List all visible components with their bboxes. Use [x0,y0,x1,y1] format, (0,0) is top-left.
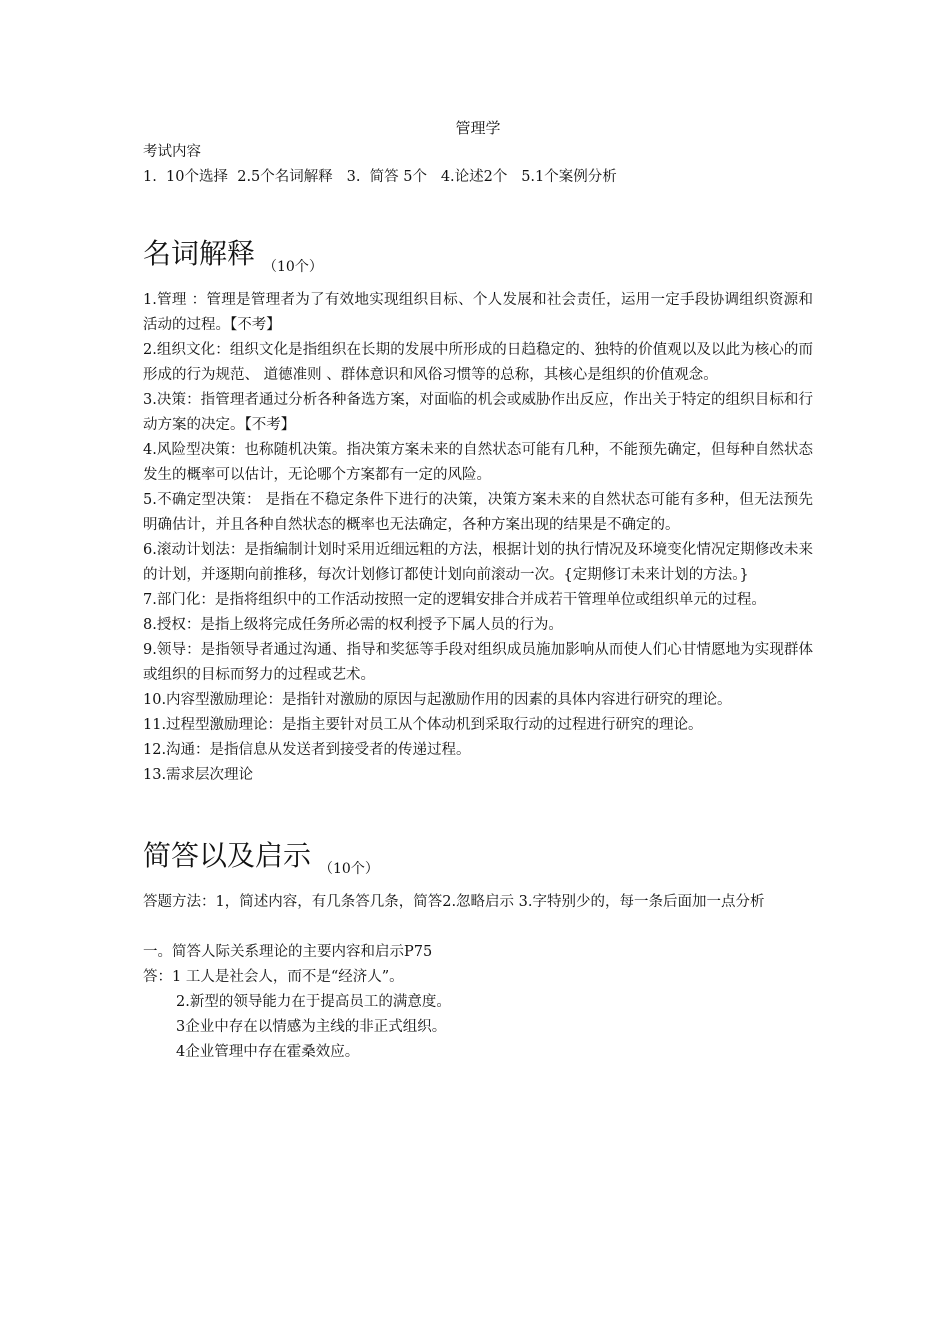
term-item: 4.风险型决策：也称随机决策。指决策方案未来的自然状态可能有几种，不能预先确定，但每种自然状态发生的概率可以估计，无论哪个方案都有一定的风险。 [143,442,813,483]
document-page [143,116,813,1065]
question-1: 一。简答人际关系理论的主要内容和启示P75 [143,944,433,960]
term-item: 2.组织文化：组织文化是指组织在长期的发展中所形成的日趋稳定的、独特的价值观以及以此为核心的而形成的行为规范、 道德准则 、群体意识和风俗习惯等的总称，其核心是组织的价值观念。 [143,342,813,383]
term-item: 8.授权：是指上级将完成任务所必需的权利授予下属人员的行为。 [143,617,563,633]
term-item: 9.领导：是指领导者通过沟通、指导和奖惩等手段对组织成员施加影响从而使人们心甘情愿地为实现群体或组织的目标而努力的过程或艺术。 [143,642,813,683]
term-item: 3.决策：指管理者通过分析各种备选方案，对面临的机会或威胁作出反应，作出关于特定的组织目标和行动方案的决定。【不考】 [143,392,813,433]
short-answer-count: （10个） [319,861,379,877]
answer-lead: 答：1 工人是社会人，而不是“经济人”。 [143,969,404,985]
short-answer-heading [143,836,813,876]
terms-heading-text: 名词解释 [143,237,256,270]
short-answer-heading-text: 简答以及启示 [143,839,312,872]
terms-count: （10个） [263,259,323,275]
answer-line: 4企业管理中存在霍桑效应。 [176,1044,360,1060]
term-item: 7.部门化：是指将组织中的工作活动按照一定的逻辑安排合并成若干管理单位或组织单元的过程。 [143,592,766,608]
term-item: 12.沟通：是指信息从发送者到接受者的传递过程。 [143,742,471,758]
answer-line: 2.新型的领导能力在于提高员工的满意度。 [176,994,451,1010]
answer-method: 答题方法：1，简述内容，有几条答几条，简答2.忽略启示 3.字特别少的，每一条后面加一点分析 [143,894,765,910]
exam-items: 1. 10个选择 2.5个名词解释 3. 简答 5个 4.论述2个 5.1个案例分析 [143,169,617,185]
term-item: 13.需求层次理论 [143,767,254,783]
term-item: 11.过程型激励理论：是指主要针对员工从个体动机到采取行动的过程进行研究的理论。 [143,717,703,733]
term-item: 10.内容型激励理论：是指针对激励的原因与起激励作用的因素的具体内容进行研究的理论。 [143,692,732,708]
terms-list [143,288,813,788]
term-item: 6.滚动计划法：是指编制计划时采用近细远粗的方法，根据计划的执行情况及环境变化情况定期修改未来的计划，并逐期向前推移，每次计划修订都使计划向前滚动一次。{定期修订未来计划的方法。} [143,542,813,583]
document-title: 管理学 [455,119,501,137]
term-item: 5.不确定型决策： 是指在不稳定条件下进行的决策，决策方案未来的自然状态可能有多种，但无法预先明确估计，并且各种自然状态的概率也无法确定，各种方案出现的结果是不确定的。 [143,492,813,533]
exam-label: 考试内容 [143,144,201,160]
answer-line: 3企业中存在以情感为主线的非正式组织。 [176,1019,447,1035]
term-item: 1.管理 ：管理是管理者为了有效地实现组织目标、个人发展和社会责任，运用一定手段协调组织资源和活动的过程。【不考】 [143,292,813,333]
terms-heading [143,234,813,274]
